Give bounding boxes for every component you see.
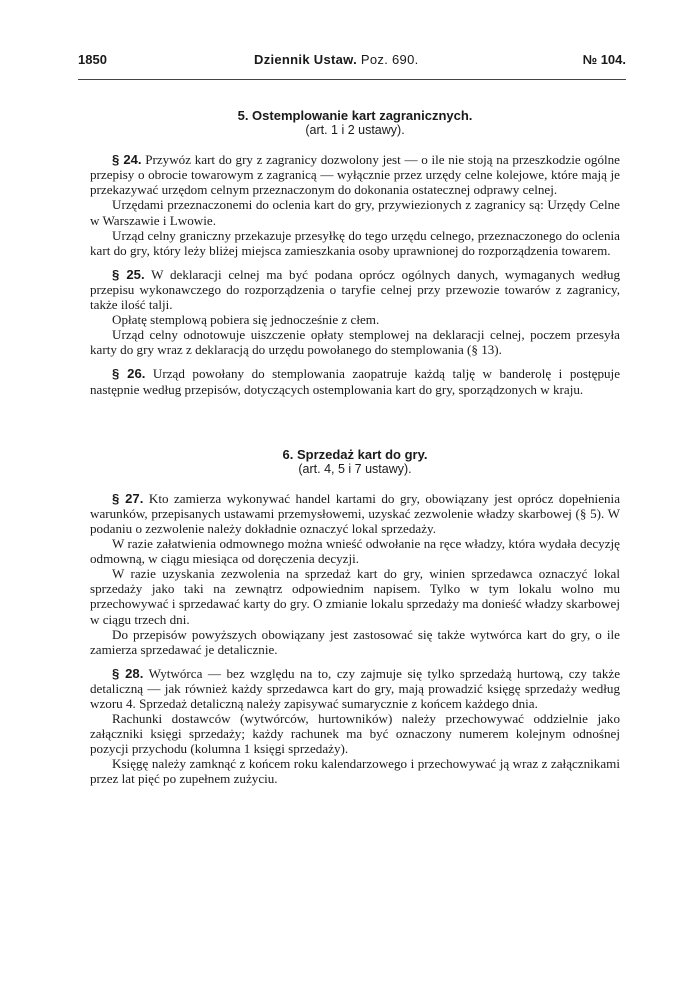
paragraph-25-1 bbox=[90, 267, 620, 312]
paragraph-27-2: W razie załatwienia odmownego można wnieść odwołanie na ręce władzy, która wydała decyzję odmowną, w ciągu miesiąca od doręczenia decyzji. bbox=[90, 536, 620, 567]
header-rule bbox=[78, 79, 626, 80]
section-spacer bbox=[90, 397, 620, 447]
section-label-27: § 27. bbox=[112, 490, 144, 506]
section-5-title: 5. Ostemplowanie kart zagranicznych. bbox=[237, 108, 473, 123]
section-label-28: § 28. bbox=[112, 665, 144, 681]
paragraph-26-1 bbox=[90, 366, 620, 396]
section-label-24: § 24. bbox=[112, 152, 142, 168]
paragraph-27-4: Do przepisów powyższych obowiązany jest zastosować się także wytwórca kart do gry, o ile zamierza sprzedawać je detalicznie. bbox=[90, 626, 620, 657]
paragraph-25-3: Urząd celny odnotowuje uiszczenie opłaty stemplowej na deklaracji celnej, poczem przesyła karty do gry wraz z deklaracją do urzędu powołanego do stemplowania (§ 13). bbox=[90, 327, 620, 358]
section-6-title: 6. Sprzedaż kart do gry. bbox=[282, 446, 428, 462]
page-header bbox=[78, 52, 626, 72]
paragraph-27-1-text: Kto zamierza wykonywać handel kartami do gry, obowiązany jest oprócz dopełnienia warunków, przepisanych ustawami przemysłowemi, uzyskać zezwolenie władzy skarbowej (§ 5). W podaniu o zezwolenie należy dokładnie oznaczyć lokal sprzedaży. bbox=[90, 490, 621, 536]
paragraph-26-1-text: Urząd powołany do stemplowania zaopatruje każdą talję w banderolę i postępuje następnie według przepisów, dotyczących ostemplowania kart do gry, sporządzonych w kraju. bbox=[90, 366, 621, 397]
paragraph-25-1-text: W deklaracji celnej ma być podana oprócz ogólnych danych, wymaganych według przepisu wykonawczego do rozporządzenia o taryfie celnej przy przewozie towarów z zagranicy, także ilość talji. bbox=[90, 266, 620, 313]
document-body bbox=[90, 108, 620, 787]
page-number: 1850 bbox=[78, 52, 107, 67]
section-label-25: § 25. bbox=[112, 266, 145, 282]
paragraph-28-1 bbox=[90, 666, 620, 711]
journal-name: Dziennik Ustaw. bbox=[254, 52, 357, 67]
paragraph-25-2: Opłatę stemplową pobiera się jednocześnie z cłem. bbox=[112, 312, 380, 328]
journal-title bbox=[254, 52, 419, 67]
paragraph-24-3: Urząd celny graniczny przekazuje przesyłkę do tego urzędu celnego, przeznaczonego do oclenia kart do gry, który leży bliżej miejsca zamieszkania osoby uprawnionej do rozporządzenia towarem. bbox=[90, 227, 620, 258]
paragraph-28-2: Rachunki dostawców (wytwórców, hurtowników) należy przechowywać oddzielnie jako załączniki księgi sprzedaży; każdy rachunek ma być oznaczony numerem kolejnym odnośnej pozycji przychodu (kolumna 1 księgi sprzedaży). bbox=[90, 711, 620, 757]
paragraph-28-1-text: Wytwórca — bez względu na to, czy zajmuje się tylko sprzedażą hurtową, czy także detaliczną — jak również każdy sprzedawca kart do gry, mają prowadzić księgę sprzedaży według wzoru 4. Sprzedaż detaliczną należy zapisywać sumarycznie z końcem każdego dnia. bbox=[90, 665, 621, 711]
paragraph-27-3: W razie uzyskania zezwolenia na sprzedaż kart do gry, winien sprzedawca oznaczyć lokal sprzedaży jako taki na zewnątrz odpowiednim napisem. Tylko w tym lokalu wolno mu przechowywać i sprzedawać karty do gry. O zmianie lokalu sprzedaży ma donieść władzy skarbowej w ciągu trzech dni. bbox=[90, 566, 620, 627]
paragraph-24-1 bbox=[90, 152, 620, 197]
paragraph-28-3: Księgę należy zamknąć z końcem roku kalendarzowego i przechowywać ją wraz z załącznikami przez lat pięć po zupełnem zużyciu. bbox=[90, 756, 620, 787]
section-label-26: § 26. bbox=[112, 366, 146, 382]
section-5-subtitle: (art. 1 i 2 ustawy). bbox=[305, 123, 405, 138]
issue-number: № 104. bbox=[582, 52, 626, 67]
section-6-subtitle: (art. 4, 5 i 7 ustawy). bbox=[298, 461, 412, 476]
paragraph-27-1 bbox=[90, 491, 620, 536]
paragraph-24-2: Urzędami przeznaczonemi do oclenia kart do gry, przywiezionych z zagranicy są: Urzędy Celne w Warszawie i Lwowie. bbox=[90, 197, 620, 228]
paragraph-24-1-text: Przywóz kart do gry z zagranicy dozwolony jest — o ile nie stoją na przeszkodzie ogólne przepisy o obrocie towarowym z zagranicą — wyłącznie przez urzędy celne kolejowe, które mają je przekazywać urzędom celnym przeznaczonym do dokonania ostatecznej odprawy celnej. bbox=[90, 152, 620, 198]
position-number: Poz. 690. bbox=[360, 52, 419, 67]
